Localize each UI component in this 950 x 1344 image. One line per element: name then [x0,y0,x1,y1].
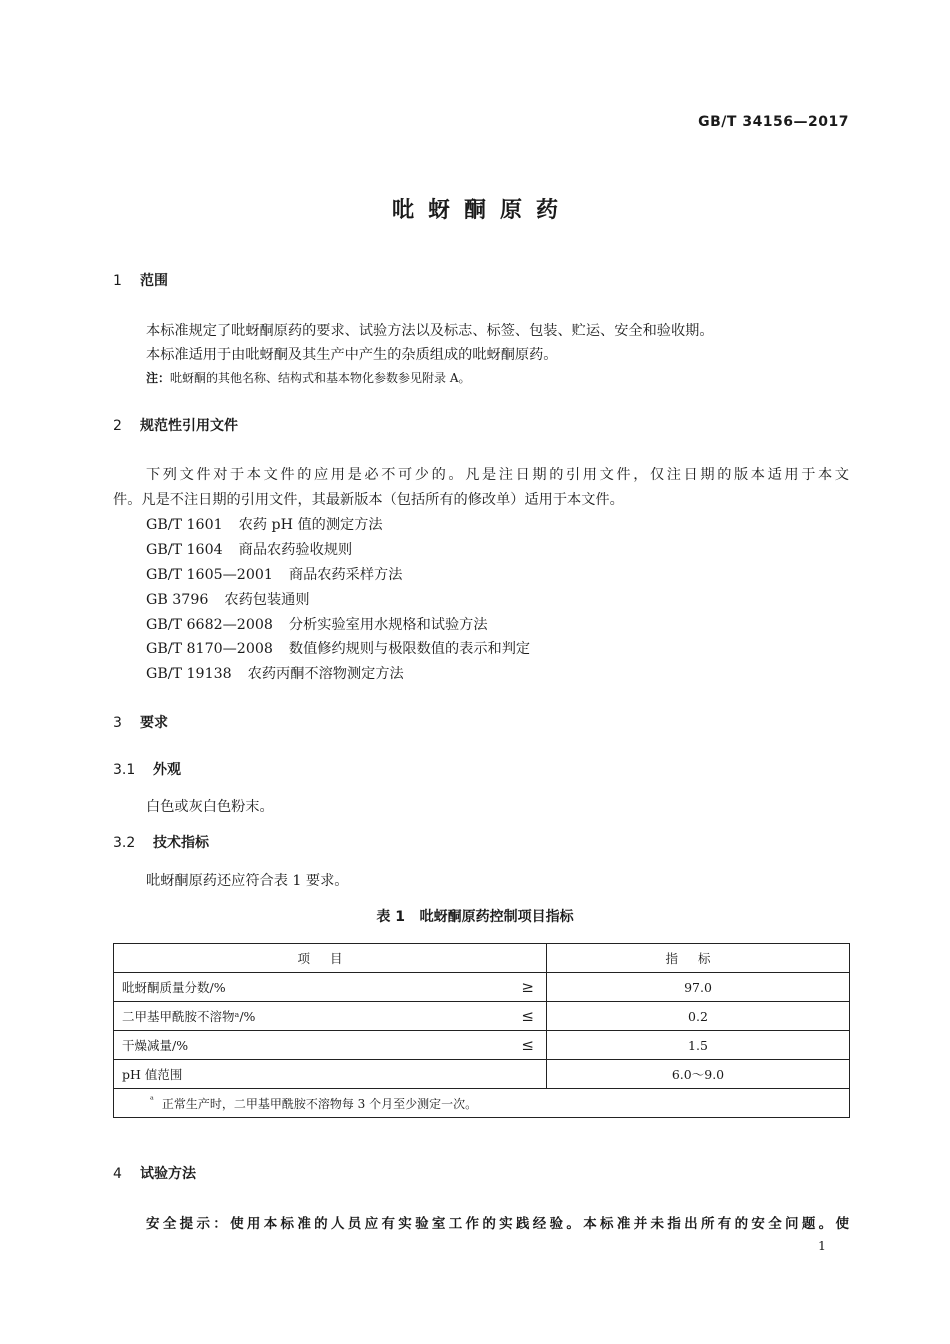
paragraph: 吡蚜酮原药还应符合表 1 要求。 [146,873,349,889]
reference-code: GB 3796 [146,592,209,608]
reference-title: 商品农药采样方法 [288,567,403,583]
safety-notice: 安全提示：使用本标准的人员应有实验室工作的实践经验。本标准并未指出所有的安全问题。使 [146,1216,849,1232]
row-value: 97.0 [547,973,850,1002]
section-title: 要求 [140,715,168,731]
section-3-heading [113,712,168,732]
reference-code: GB/T 6682—2008 [146,617,273,633]
reference-code: GB/T 19138 [146,666,232,682]
row-item-name: 二甲基甲酰胺不溶物ᵃ/% [122,1009,256,1024]
column-header-value: 指标 [547,944,850,973]
reference-title: 分析实验室用水规格和试验方法 [288,617,488,633]
section-1-heading [113,270,168,290]
reference-code: GB/T 1601 [146,517,223,533]
footnote-mark: ᵃ [150,1094,154,1106]
section-number: 1 [113,273,122,289]
table-footnote [114,1089,850,1118]
comparison-symbol: ≤ [521,1036,534,1054]
row-item-cell [114,1002,547,1031]
paragraph: 本标准适用于由吡蚜酮及其生产中产生的杂质组成的吡蚜酮原药。 [146,347,558,363]
section-2-heading [113,415,238,435]
section-title: 范围 [140,273,168,289]
row-value: 6.0～9.0 [547,1060,850,1089]
spec-table [113,943,850,1118]
note [146,369,471,386]
table-row [114,1031,850,1060]
section-number: 3 [113,715,122,731]
section-3-2-heading [113,832,209,852]
comparison-symbol: ≤ [521,1007,534,1025]
reference-code: GB/T 8170—2008 [146,641,273,657]
section-title: 技术指标 [153,835,209,851]
reference-item [146,539,352,559]
footnote-text: 正常生产时，二甲基甲酰胺不溶物每 3 个月至少测定一次。 [161,1096,478,1111]
document-title: 吡蚜酮原药 [391,198,572,223]
section-number: 3.1 [113,762,136,778]
reference-item [146,638,530,658]
table-row [114,1002,850,1031]
paragraph: 下列文件对于本文件的应用是必不可少的。凡是注日期的引用文件，仅注日期的版本适用于本文 [146,467,849,483]
reference-item [146,614,488,634]
reference-title: 农药 pH 值的测定方法 [238,517,383,533]
section-3-1-heading [113,759,181,779]
paragraph: 本标准规定了吡蚜酮原药的要求、试验方法以及标志、标签、包装、贮运、安全和验收期。 [146,323,714,339]
section-title: 外观 [153,762,181,778]
row-item-name: 干燥减量/% [122,1038,189,1053]
paragraph-continued: 件。凡是不注日期的引用文件，其最新版本（包括所有的修改单）适用于本文件。 [113,492,624,508]
row-value: 1.5 [547,1031,850,1060]
table-header-row [114,944,850,973]
table-row [114,1060,850,1089]
section-title: 试验方法 [140,1166,196,1182]
row-item-cell [114,1060,547,1089]
note-text: 吡蚜酮的其他名称、结构式和基本物化参数参见附录 A。 [170,371,471,385]
section-number: 4 [113,1166,122,1182]
section-title: 规范性引用文件 [140,418,238,434]
reference-item [146,589,310,609]
reference-code: GB/T 1605—2001 [146,567,273,583]
comparison-symbol: ≥ [521,978,534,996]
table-caption: 表 1 吡蚜酮原药控制项目指标 [376,909,574,925]
reference-item [146,514,383,534]
table-footnote-row [114,1089,850,1118]
row-value: 0.2 [547,1002,850,1031]
reference-title: 农药丙酮不溶物测定方法 [247,666,404,682]
row-item-name: pH 值范围 [122,1067,183,1082]
note-label: 注： [146,371,171,385]
row-item-name: 吡蚜酮质量分数/% [122,980,226,995]
row-item-cell [114,1031,547,1060]
reference-title: 数值修约规则与极限数值的表示和判定 [288,641,531,657]
column-header-item: 项目 [114,944,547,973]
reference-title: 商品农药验收规则 [238,542,353,558]
section-number: 2 [113,418,122,434]
standard-number: GB/T 34156—2017 [698,114,849,130]
table-row [114,973,850,1002]
reference-item [146,564,402,584]
section-4-heading [113,1163,196,1183]
reference-title: 农药包装通则 [224,592,310,608]
section-number: 3.2 [113,835,136,851]
paragraph: 白色或灰白色粉末。 [146,799,274,815]
reference-item [146,663,404,683]
page-number: 1 [818,1238,826,1253]
reference-code: GB/T 1604 [146,542,223,558]
row-item-cell [114,973,547,1002]
